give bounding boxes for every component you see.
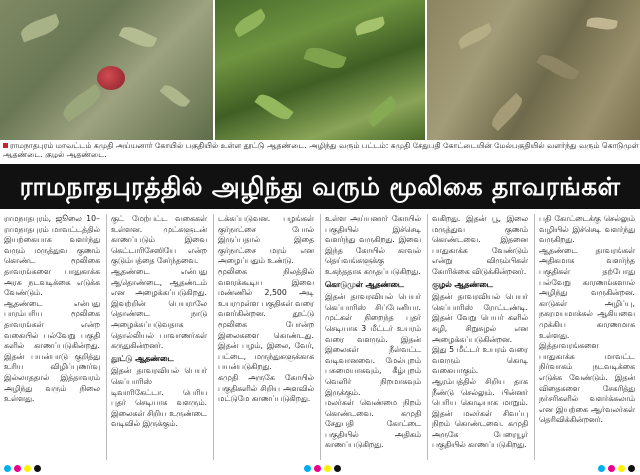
paragraph: ஆதண்டை தாவரங்கள் அதிகமாக வளர்ந்த பகுதிகள் தற்போது பல்வேறு காரணங்களால் அழிந்து வருகின்றன. காடுகள் அழிப்பு, நகரமயமாக்கல் ஆகியவை முக்கிய காரணமாக உள்ளது. (539, 245, 635, 340)
paragraph: வகிறது. இதன் பூ, இலை மருத்துவ குணம் கொண்டவை. இதனை பாதுகாக்க வேண்டும் என்று விரும்பிகள் கோரிக்கை விடுக்கின்றனர். (432, 214, 528, 276)
registration-dot-yellow (618, 465, 625, 472)
caption-marker (3, 143, 8, 148)
photo-green-shrub (215, 0, 425, 140)
article-body (4, 214, 638, 460)
registration-dot-black (334, 465, 341, 472)
column-4 (325, 214, 421, 460)
paragraph: குட் மேற்பட்ட வகைகள் உள்ளன. முட்களுடன் காணப்படும் இவை கெட்டாரிசேஸியே என்ற குடும்பத்தை சேர்ந்தவை. (111, 214, 207, 266)
paragraph: மலர்கள் வெண்மை நிறம் கொண்டவை. கமுதி சேதுபதி கோட்டை பகுதியில் அதிகம் காணப்படுகிறது. (325, 398, 421, 450)
registration-dot-yellow (24, 465, 31, 472)
subheading: தூட்டு ஆதண்டை (111, 353, 174, 363)
paragraph: இதன் தாவரவியல் பெயர் கெப்பாரிஸ் டிவாரிகேட்டா. பெரிய புதர் செடியாக வளரும். இலைகள் சிறிய உருண்டை வடிவில் இருக்கும். (111, 366, 207, 429)
paragraph: இதன் தாவரவியல் பெயர் கெப்பாரிஸ் ரோட்டண்டி. இதன் வேறு பெயர் களில் சுழி, சிறுசுழல் என அழைக்கப்படுகின்றன. இது 5 மீட்டர் உயரம் வரை வளரும் கொடி வகையாகும். (432, 292, 528, 376)
paragraph: ஆரம்பத்தில் சிறிய தாக நீண்டு செல்லும். பின்னர் பெரிய கொடியாக மாறும். இதன் மலர்கள் சிவப்பு நிறம் கொண்டவை. கமுதி அருகே பேரையூர் பகுதியில் காணப்படுகிறது. (432, 376, 528, 450)
paragraph: ஆதண்டை என்பது பாரம்பரிய மூலிகை தாவரங்கள் என்ற வகையில் பல்வேறு பகுதி களில் காணப்படுகின்றது. இதன் பயன்பாடு குறித்து உரிய விழிப்புணர்வு இல்லாததால் இத்தாவரம் அழிந்து வரும் நிலை உள்ளது. (4, 298, 100, 404)
subheading: குழல் ஆதண்டை (432, 279, 493, 289)
column-5 (432, 214, 528, 460)
registration-dot-cyan (4, 465, 11, 472)
photo-caption (3, 142, 639, 158)
column-2 (111, 214, 207, 460)
registration-dot-yellow (324, 465, 331, 472)
paragraph: பதி கோட்டைக்கு செல்லும் வழியில் இச்செடி வளர்ந்து வருகிறது. (539, 214, 635, 245)
photo-plant-red-fruit (0, 0, 213, 140)
column-divider (106, 214, 107, 460)
registration-dot-magenta (608, 465, 615, 472)
paragraph: கமுதி அருகே கோயில் பகுதிகளில் சிறிய அளவில் மட்டுமே காணப்படுகிறது. (218, 372, 314, 404)
column-divider (213, 214, 214, 460)
paragraph: இத்தாவரங்களை பாதுகாக்க மாவட்ட நிர்வாகம் நடவடிக்கை எடுக்க வேண்டும். இதன் விதைகளை சேகரித்து நர்சரிகளில் வளர்க்கலாம் என இயற்கை ஆர்வலர்கள் தெரிவிக்கின்றனர். (539, 341, 635, 425)
paragraph: மூலிகை நிலத்தில் வளரக்கூடிய இவை மண்ணில் 2,500 அடி உயரமுள்ள பகுதிகள் வரை வளர்கின்றன. தூட்டு மூலிகை போன்ற இலைகளை கொண்டது. இதன் பழம், இலை, வேர், பட்டை, மருந்துகளுக்காக பயன்படுகிறது. (218, 266, 314, 372)
print-registration-marks (0, 462, 640, 475)
paragraph: உள்ள அய்யனார் கோயில் பகுதியில் இச்செடி வளர்ந்து வருகிறது. இவை இந்த கோயில் காவல் தெய்வங்களுக்கு உகந்ததாக கருதப்படுகிறது. (325, 214, 421, 276)
column-divider (320, 214, 321, 460)
registration-dot-cyan (598, 465, 605, 472)
registration-dot-magenta (14, 465, 21, 472)
paragraph: ஆதண்டை என்பது ஆதொண்டை, ஆதண்டம் என அழைக்கப்படுகிறது. இவற்றின் பெயராலே தொண்டை நாடு அழைக்கப்படுவதாக தொல்லியல் பாவாணர்கள் கருதுகின்றனர். (111, 266, 207, 351)
paragraph: ராமநாதபுரம், ஜூலை 10– ராமநாதபுரம் மாவட்டத்தில் இயற்கையாக வளர்ந்து வரும் மருத்துவ குணம் கொண்ட மூலிகை தாவரங்களை பாதுகாக்க அரசு நடவடிக்கை எடுக்க வேண்டும். (4, 214, 100, 298)
registration-dot-magenta (314, 465, 321, 472)
column-3 (218, 214, 314, 460)
photo-strip (0, 0, 640, 140)
column-divider (534, 214, 535, 460)
column-divider (427, 214, 428, 460)
registration-dot-cyan (304, 465, 311, 472)
registration-dot-black (628, 465, 635, 472)
registration-dot-black (34, 465, 41, 472)
photo-dry-bush (427, 0, 640, 140)
column-6 (539, 214, 635, 460)
caption-text: ராமநாதபுரம் மாவட்டம் கமுதி அய்யனார் கோயில் பகுதியில் உள்ள தூட்டு ஆதண்டை. அழிந்து வரும் பட்டம்: கமுதி சேதுபதி கோட்டையின் மேல்பகுதியில் வளர்ந்து வரும் கொடுமுள் ஆதண்டை. குழல் ஆதண்டை. (3, 142, 639, 158)
headline: ராமநாதபுரத்தில் அழிந்து வரும் மூலிகை தாவரங்கள் (19, 172, 621, 201)
subheading: கொடுமுள் ஆதண்டை (325, 279, 404, 289)
paragraph: டக்கப்படுவன. பழங்கள் குர்நாட்சை போல் இருப்பதால் இதை குர்நாட்சை மரம் என அழைப்பதும் உண்டு. (218, 214, 314, 266)
column-1 (4, 214, 100, 460)
paragraph: இதன் தாவரவியல் பெயர் கெப்பாரிஸ் சிப்பேனியா. முட்கள் நிறைந்த புதர் செடியாக 3 மீட்டர் உயரம் வரை வளரும். இதன் இலைகள் நீள்வட்ட வடிவானவை. மேல்புறம் பசுமையாகவும், கீழ்புறம் வெளிர் நிறமாகவும் இருக்கும். (325, 292, 421, 397)
